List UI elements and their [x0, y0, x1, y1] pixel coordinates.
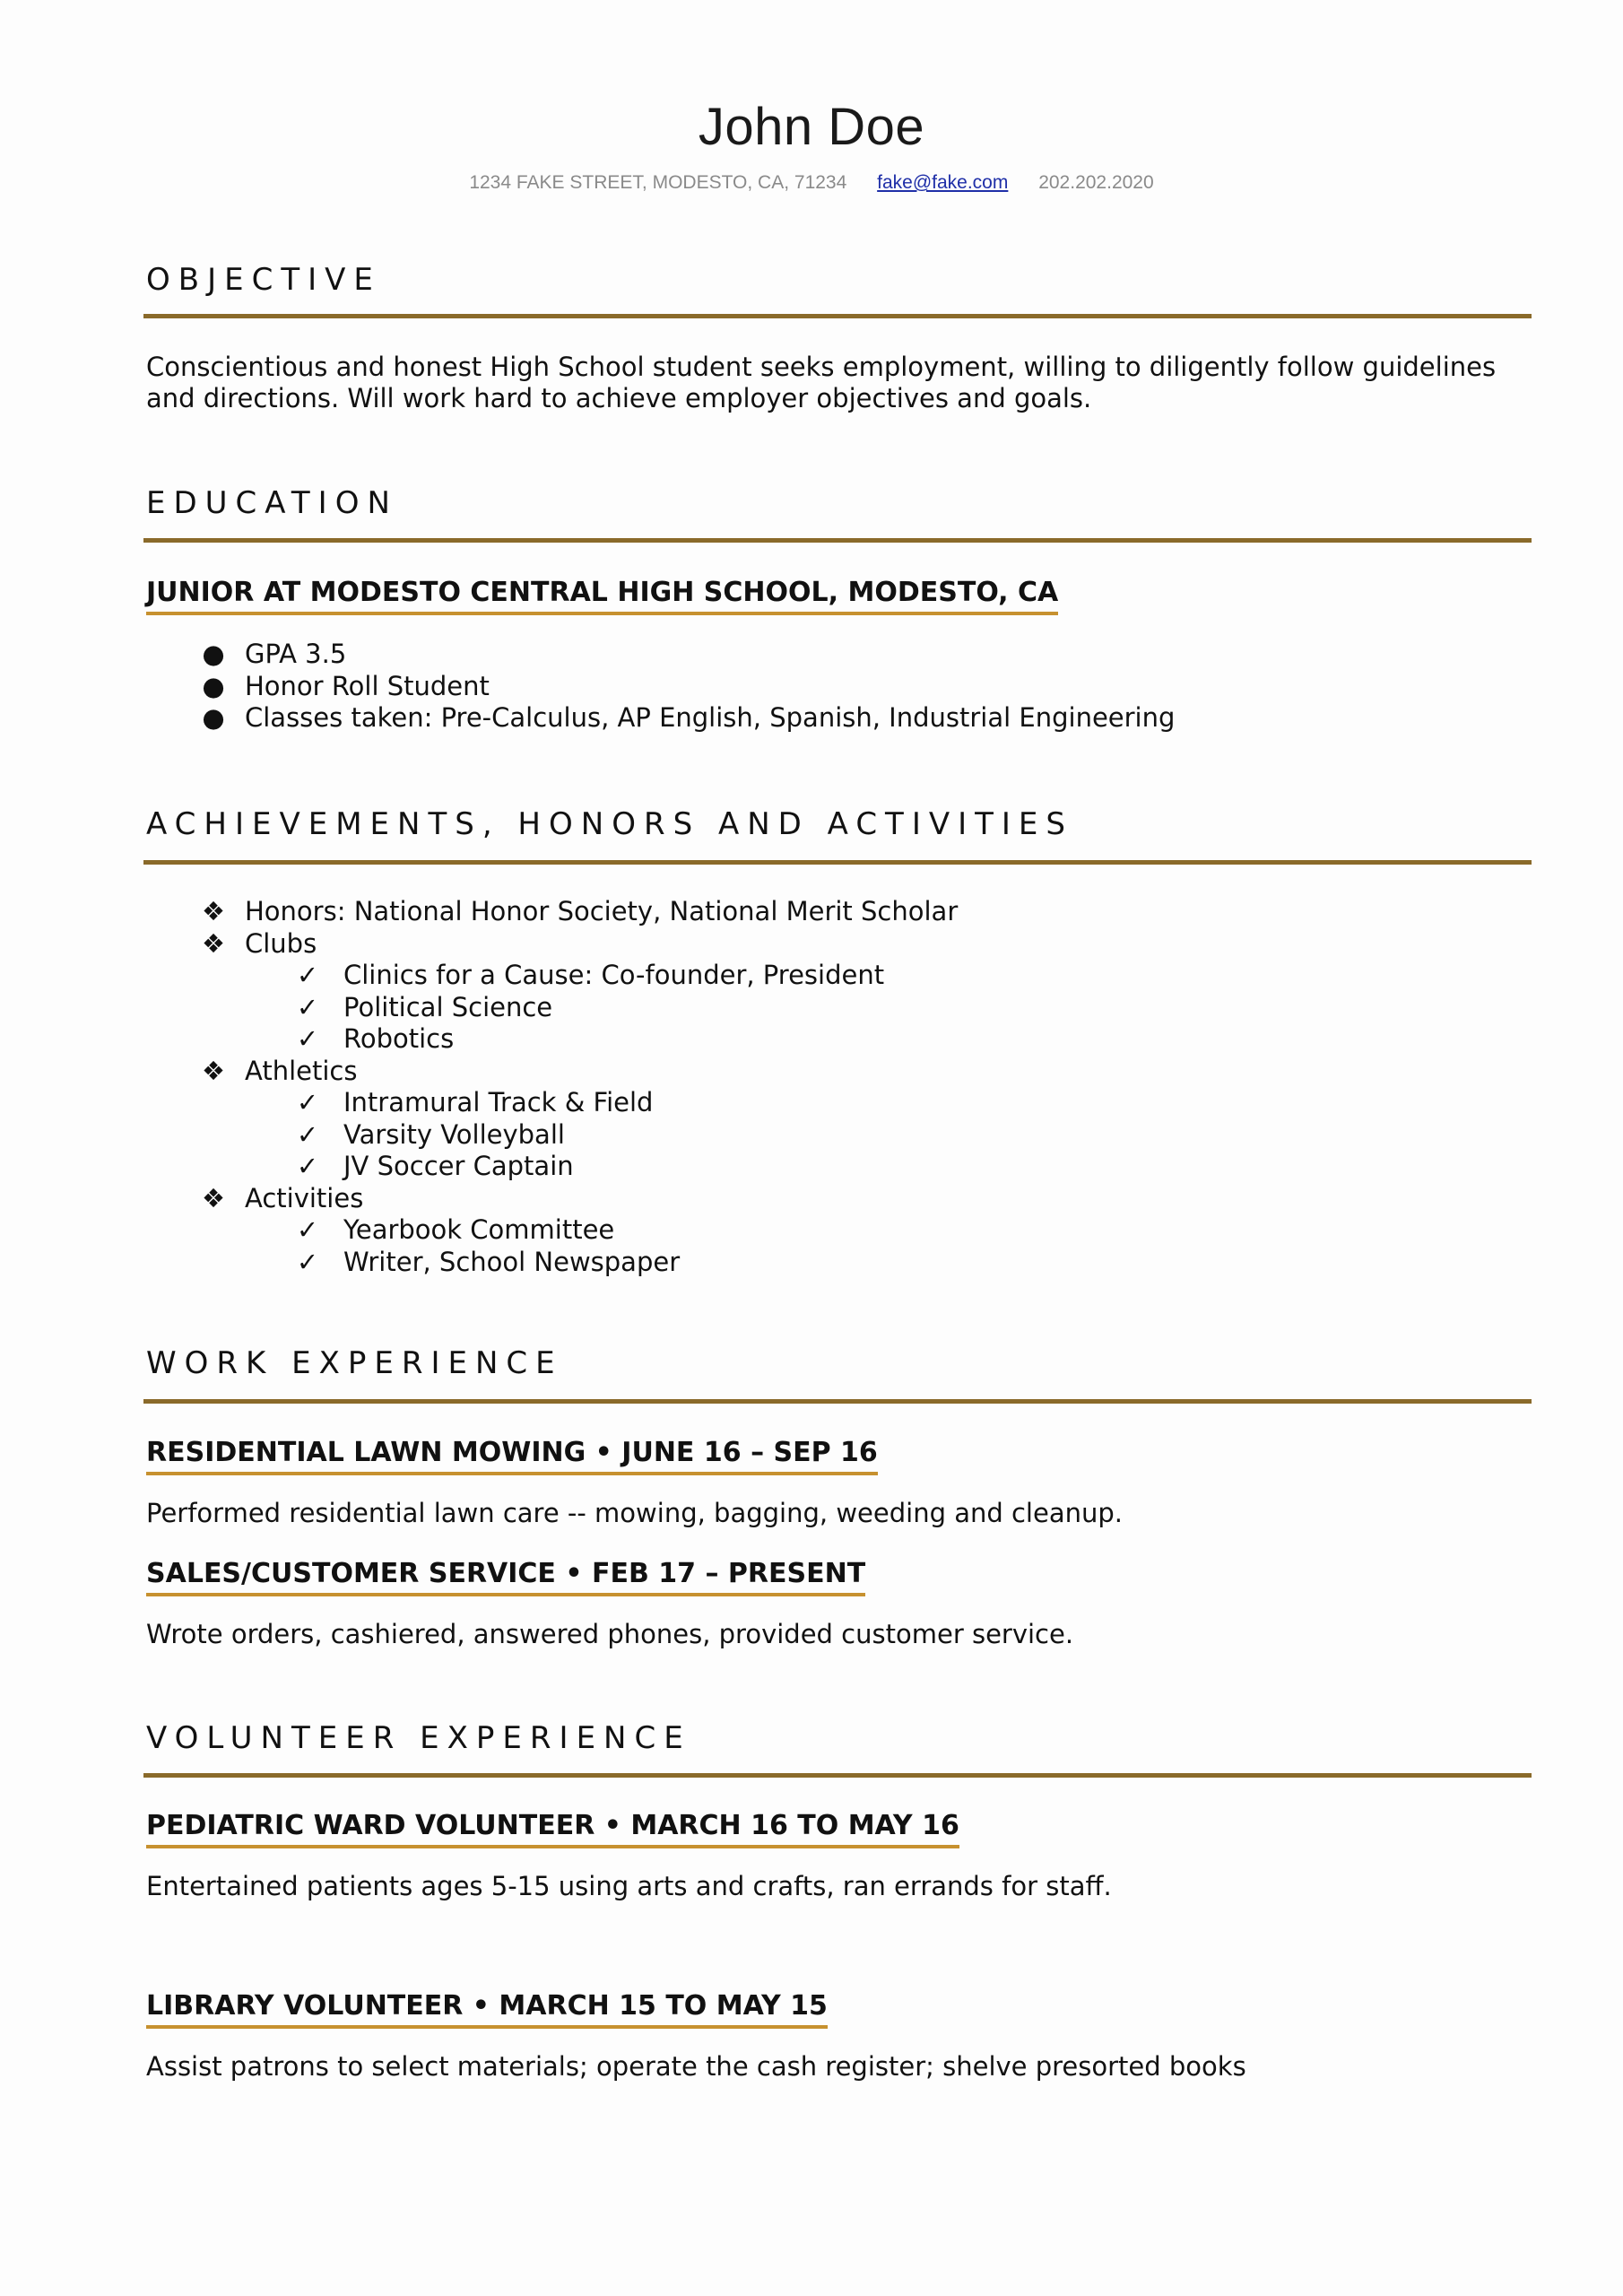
checkmark-icon: ✓ — [296, 1214, 319, 1245]
job-description: Performed residential lawn care -- mowing, bagging, weeding and cleanup. — [146, 1498, 1123, 1528]
list-item: ✓ Robotics — [146, 1023, 958, 1056]
volunteer-heading: LIBRARY VOLUNTEER • MARCH 15 TO MAY 15 — [146, 1990, 828, 2029]
list-item: ✓ Varsity Volleyball — [146, 1119, 958, 1152]
diamond-bullet-icon: ❖ — [202, 1055, 225, 1086]
phone: 202.202.2020 — [1038, 172, 1154, 193]
checkmark-icon: ✓ — [296, 1118, 319, 1150]
list-item: ● Classes taken: Pre-Calculus, AP English, Spanish, Industrial Engineering — [146, 702, 1175, 735]
section-divider — [143, 1399, 1532, 1404]
objective-text: Conscientious and honest High School student seeks employment, willing to diligently follow guidelines and directions. Will work hard to achieve employer objectives and goals. — [146, 352, 1497, 413]
bullet-icon: ● — [202, 702, 225, 733]
address: 1234 FAKE STREET, MODESTO, CA, 71234 — [469, 172, 847, 193]
volunteer-description: Entertained patients ages 5-15 using arts and crafts, ran errands for staff. — [146, 1871, 1112, 1901]
section-title-objective: OBJECTIVE — [146, 262, 381, 298]
school-heading: JUNIOR AT MODESTO CENTRAL HIGH SCHOOL, MODESTO, CA — [146, 577, 1058, 615]
volunteer-description: Assist patrons to select materials; operate the cash register; shelve presorted books — [146, 2051, 1246, 2082]
diamond-bullet-icon: ❖ — [202, 927, 225, 959]
list-item: ✓ JV Soccer Captain — [146, 1151, 958, 1183]
job-heading: RESIDENTIAL LAWN MOWING • JUNE 16 – SEP 16 — [146, 1437, 878, 1475]
section-title-achievements: ACHIEVEMENTS, HONORS AND ACTIVITIES — [146, 806, 1073, 842]
contact-line — [0, 172, 1623, 194]
list-item: ● GPA 3.5 — [146, 639, 1175, 671]
email-link[interactable]: fake@fake.com — [877, 172, 1009, 193]
volunteer-heading: PEDIATRIC WARD VOLUNTEER • MARCH 16 TO MAY 16 — [146, 1810, 959, 1848]
list-item: ❖ Activities — [202, 1182, 364, 1213]
list-item: ✓ Political Science — [146, 992, 958, 1024]
bullet-icon: ● — [202, 670, 225, 701]
list-item: ✓ Clinics for a Cause: Co-founder, President — [146, 960, 958, 992]
section-title-volunteer: VOLUNTEER EXPERIENCE — [146, 1720, 691, 1756]
checkmark-icon: ✓ — [296, 1151, 319, 1181]
section-divider — [143, 314, 1532, 318]
diamond-bullet-icon: ❖ — [202, 896, 225, 926]
section-divider — [143, 860, 1532, 865]
section-title-education: EDUCATION — [146, 485, 398, 521]
candidate-name: John Doe — [698, 98, 925, 156]
checkmark-icon: ✓ — [296, 1087, 319, 1118]
job-description: Wrote orders, cashiered, answered phones, provided customer service. — [146, 1619, 1074, 1649]
diamond-bullet-icon: ❖ — [202, 1182, 225, 1213]
list-item: ❖ Athletics — [202, 1055, 358, 1086]
list-item: ❖ Honors: National Honor Society, National Merit Scholar — [202, 896, 959, 926]
education-list — [146, 639, 1175, 735]
section-divider — [143, 538, 1532, 543]
job-heading: SALES/CUSTOMER SERVICE • FEB 17 – PRESENT — [146, 1558, 865, 1596]
achievements-list — [146, 896, 958, 1278]
checkmark-icon: ✓ — [296, 960, 319, 990]
section-title-work: WORK EXPERIENCE — [146, 1345, 563, 1381]
list-item: ✓ Yearbook Committee — [146, 1214, 958, 1247]
section-divider — [143, 1773, 1532, 1778]
list-item: ✓ Intramural Track & Field — [146, 1087, 958, 1119]
list-item: ● Honor Roll Student — [146, 671, 1175, 703]
checkmark-icon: ✓ — [296, 991, 319, 1022]
list-item: ❖ Clubs — [202, 927, 317, 959]
list-item: ✓ Writer, School Newspaper — [146, 1247, 958, 1279]
bullet-icon: ● — [202, 639, 225, 669]
checkmark-icon: ✓ — [296, 1023, 319, 1054]
checkmark-icon: ✓ — [296, 1246, 319, 1277]
